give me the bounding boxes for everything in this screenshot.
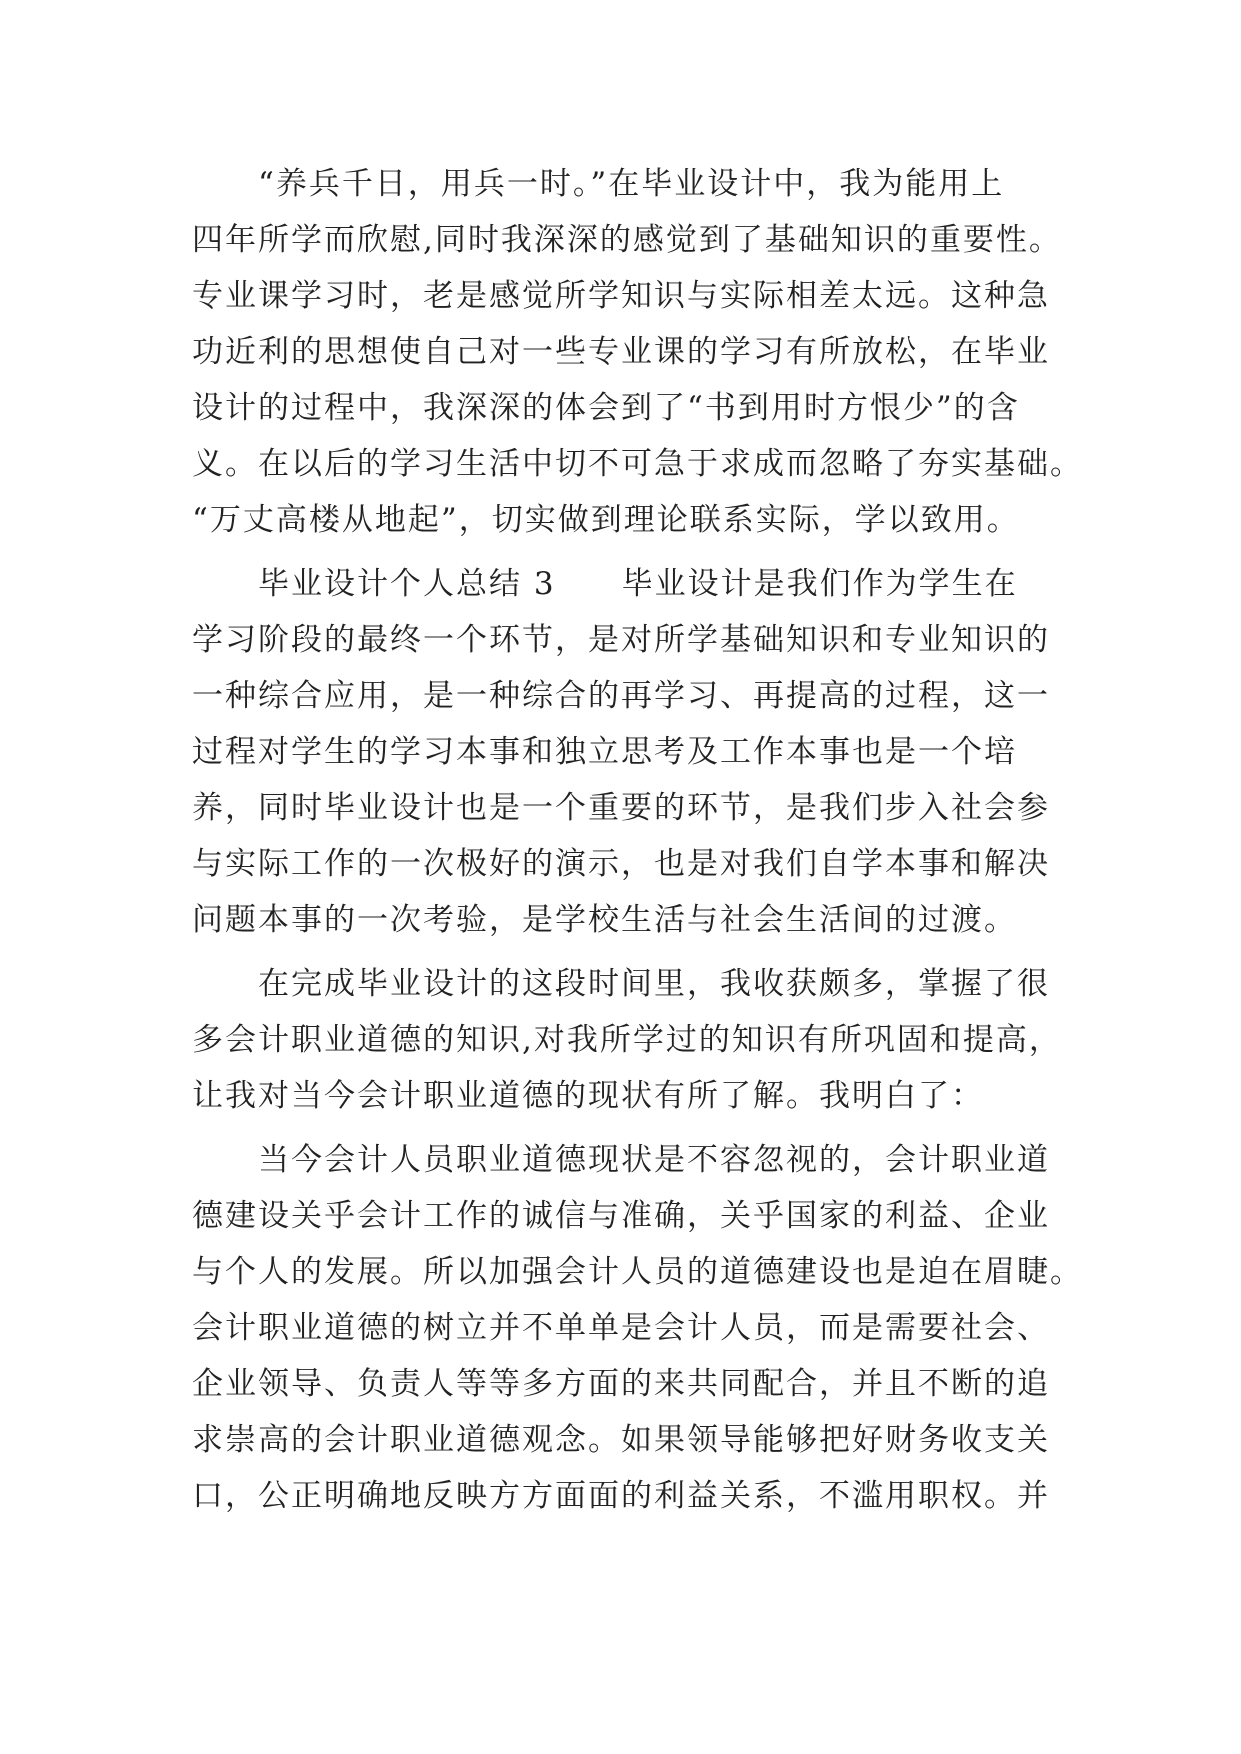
text-line: “万丈高楼从地起”，切实做到理论联系实际，学以致用。 — [192, 502, 1020, 538]
text-line: 养，同时毕业设计也是一个重要的环节，是我们步入社会参 — [192, 790, 1050, 826]
text-line: 让我对当今会计职业道德的现状有所了解。我明白了： — [192, 1078, 984, 1114]
text-line: 问题本事的一次考验，是学校生活与社会生活间的过渡。 — [192, 902, 1017, 938]
text-line: 多会计职业道德的知识,对我所学过的知识有所巩固和提高， — [192, 1022, 1062, 1058]
text-line: 会计职业道德的树立并不单单是会计人员，而是需要社会、 — [192, 1310, 1050, 1346]
text-line: “养兵千日，用兵一时。”在毕业设计中，我为能用上 — [192, 166, 1005, 202]
text-line: 专业课学习时，老是感觉所学知识与实际相差太远。这种急 — [192, 278, 1050, 314]
text-line: 口，公正明确地反映方方面面的利益关系，不滥用职权。并 — [192, 1478, 1050, 1514]
text-line: 德建设关乎会计工作的诚信与准确，关乎国家的利益、企业 — [192, 1198, 1050, 1234]
text-line: 四年所学而欣慰,同时我深深的感觉到了基础知识的重要性。 — [192, 222, 1062, 258]
text-line: 功近利的思想使自己对一些专业课的学习有所放松，在毕业 — [192, 334, 1050, 370]
text-line: 学习阶段的最终一个环节，是对所学基础知识和专业知识的 — [192, 622, 1050, 658]
text-line: 一种综合应用，是一种综合的再学习、再提高的过程，这一 — [192, 678, 1050, 714]
text-line: 企业领导、负责人等等多方面的来共同配合，并且不断的追 — [192, 1366, 1050, 1402]
text-line: 与实际工作的一次极好的演示，也是对我们自学本事和解决 — [192, 846, 1050, 882]
text-line: 毕业设计个人总结 3 毕业设计是我们作为学生在 — [192, 566, 1018, 602]
text-line: 当今会计人员职业道德现状是不容忽视的，会计职业道 — [192, 1142, 1050, 1178]
text-line: 与个人的发展。所以加强会计人员的道德建设也是迫在眉睫。 — [192, 1254, 1083, 1290]
text-line: 求崇高的会计职业道德观念。如果领导能够把好财务收支关 — [192, 1422, 1050, 1458]
text-line: 设计的过程中，我深深的体会到了“书到用时方恨少”的含 — [192, 390, 1020, 426]
text-line: 在完成毕业设计的这段时间里，我收获颇多，掌握了很 — [192, 966, 1050, 1002]
text-line: 过程对学生的学习本事和独立思考及工作本事也是一个培 — [192, 734, 1017, 770]
text-line: 义。在以后的学习生活中切不可急于求成而忽略了夯实基础。 — [192, 446, 1083, 482]
